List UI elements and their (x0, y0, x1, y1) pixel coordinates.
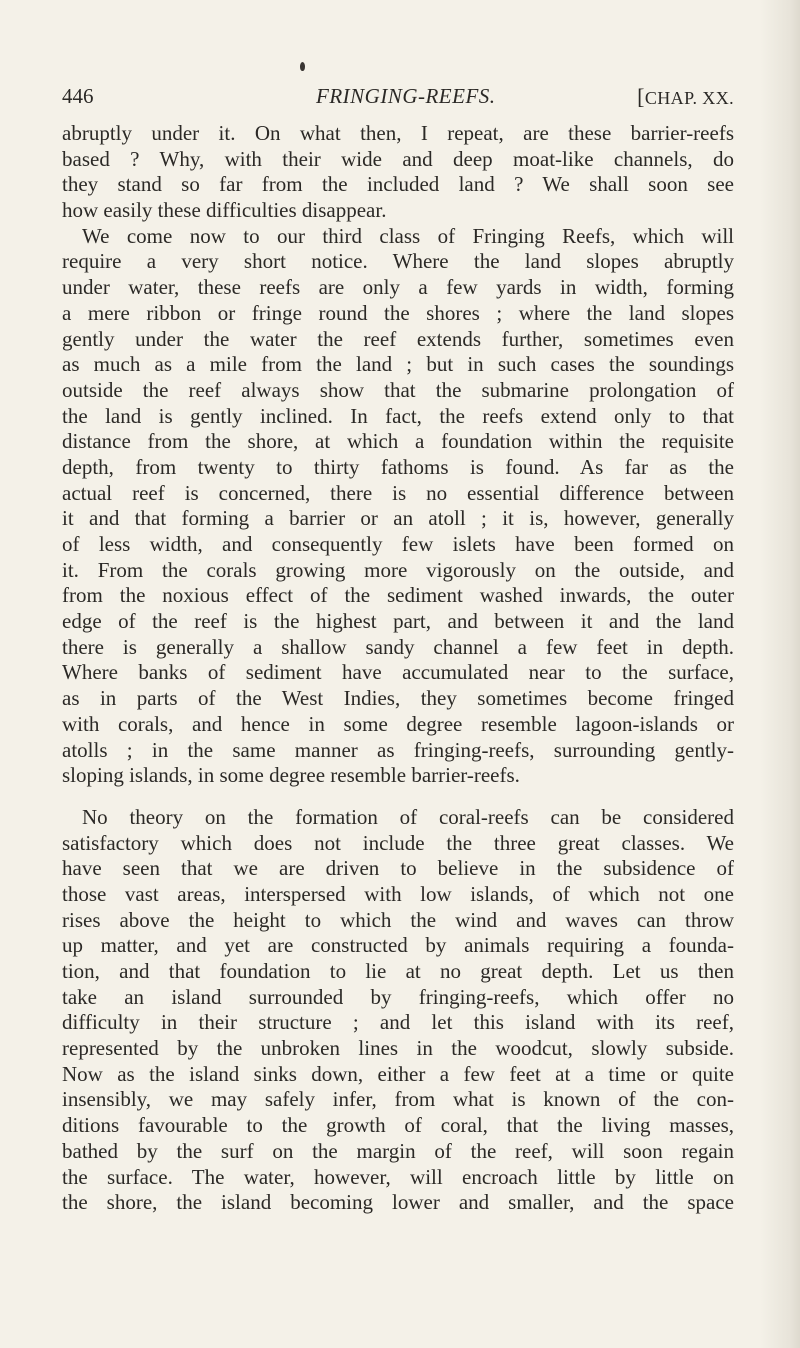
body-text (62, 121, 734, 1216)
text-line: the surface. The water, however, will encroach little by little on (62, 1164, 734, 1189)
text-line: with corals, and hence in some degree resemble lagoon-islands or (62, 711, 734, 736)
running-head (62, 84, 734, 116)
text-line: it. From the corals growing more vigorously on the outside, and (62, 557, 734, 582)
paragraph-2 (62, 224, 734, 789)
text-line: ditions favourable to the growth of coral, that the living masses, (62, 1113, 734, 1138)
text-line: from the noxious effect of the sediment washed inwards, the outer (62, 583, 734, 608)
text-line: distance from the shore, at which a foundation within the requisite (62, 429, 734, 454)
text-line: satisfactory which does not include the three great classes. We (62, 830, 734, 855)
text-line: difficulty in their structure ; and let this island with its reef, (62, 1010, 734, 1035)
text-line: the shore, the island becoming lower and smaller, and the space (62, 1190, 734, 1215)
ink-spot (300, 62, 305, 71)
paragraph-1 (62, 121, 734, 224)
chapter-bracket: [ (637, 84, 645, 109)
text-line: as in parts of the West Indies, they sometimes become fringed (62, 686, 734, 711)
running-title: FRINGING-REEFS. (316, 84, 496, 108)
text-line: they stand so far from the included land ? We shall soon see (62, 172, 734, 197)
text-line: abruptly under it. On what then, I repeat, are these barrier-reefs (62, 121, 734, 145)
text-line: Where banks of sediment have accumulated near to the surface, (62, 660, 734, 685)
text-line: how easily these difficulties disappear. (62, 198, 387, 223)
text-line: atolls ; in the same manner as fringing-reefs, surrounding gently- (62, 737, 734, 762)
text-line: under water, these reefs are only a few yards in width, forming (62, 275, 734, 300)
text-line: represented by the unbroken lines in the woodcut, slowly subside. (62, 1036, 734, 1061)
text-line: the land is gently inclined. In fact, the reefs extend only to that (62, 403, 734, 428)
paragraph-3 (62, 805, 734, 1216)
text-line: actual reef is concerned, there is no essential difference between (62, 480, 734, 505)
text-line: We come now to our third class of Fringing Reefs, which will (82, 223, 734, 248)
text-line: those vast areas, interspersed with low islands, of which not one (62, 881, 734, 906)
text-line: No theory on the formation of coral-reefs can be considered (82, 804, 734, 829)
text-line: rises above the height to which the wind and waves can throw (62, 907, 734, 932)
chapter-label (637, 84, 734, 110)
text-line: depth, from twenty to thirty fathoms is found. As far as the (62, 454, 734, 479)
text-line: require a very short notice. Where the land slopes abruptly (62, 249, 734, 274)
text-line: edge of the reef is the highest part, and between it and the land (62, 609, 734, 634)
text-line: up matter, and yet are constructed by animals requiring a founda- (62, 933, 734, 958)
text-line: outside the reef always show that the submarine prolongation of (62, 377, 734, 402)
text-line: based ? Why, with their wide and deep moat-like channels, do (62, 146, 734, 171)
text-line: it and that forming a barrier or an atoll ; it is, however, generally (62, 506, 734, 531)
text-line: a mere ribbon or fringe round the shores ; where the land slopes (62, 300, 734, 325)
text-line: Now as the island sinks down, either a few feet at a time or quite (62, 1061, 734, 1086)
chapter-text: CHAP. XX. (644, 88, 734, 108)
paragraph-spacer (62, 789, 734, 805)
text-line: sloping islands, in some degree resemble barrier-reefs. (62, 763, 520, 788)
page-number: 446 (62, 84, 94, 108)
text-line: gently under the water the reef extends further, sometimes even (62, 326, 734, 351)
text-line: tion, and that foundation to lie at no great depth. Let us then (62, 959, 734, 983)
text-line: as much as a mile from the land ; but in such cases the soundings (62, 352, 734, 377)
text-line: bathed by the surf on the margin of the reef, will soon regain (62, 1138, 734, 1163)
text-line: of less width, and consequently few islets have been formed on (62, 532, 734, 556)
text-line: have seen that we are driven to believe in the subsidence of (62, 856, 734, 881)
text-line: take an island surrounded by fringing-reefs, which offer no (62, 984, 734, 1009)
text-line: insensibly, we may safely infer, from what is known of the con- (62, 1087, 734, 1112)
text-line: there is generally a shallow sandy channel a few feet in depth. (62, 634, 734, 659)
